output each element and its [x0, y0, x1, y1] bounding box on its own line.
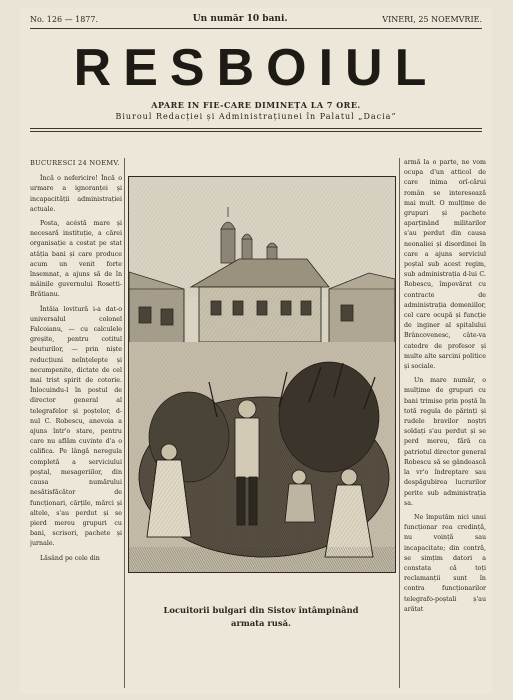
caption-line-1: Locuitorii bulgari din Sistov întâmpinând: [163, 605, 359, 615]
issue-strip: [30, 12, 482, 26]
left-column: [30, 158, 122, 688]
right-paragraph: Ne împutăm nici unui funcționar rea credință, nu voință sau incapacitate; din contră, se simțim datori a constata că toți reclamanții sunt în contra funcționarilor telegrafo-poștali ș'au arătat: [404, 513, 486, 613]
left-paragraph: Posta, acéstă mare și necesară instituție, a cărei organisație a costat pe stat atâția bani și care produce acum un venit forte însemnat, a ajuns să de în mâinile guvernului Rosetti-Brătianu.: [30, 220, 122, 299]
right-paragraph: Un mare număr, o mulțime de grupuri cu bani trimise prin poștă în totă regula de părinți și rudele bravilor noștri soldați s'au perdut și se perd mereu, fără ca patriotul director general Robescu să se gândească la vr'o îndreptare sau despăgubirea lucrurilor perite sub administrația sa.: [404, 377, 486, 507]
left-paragraph: Lăsând pe cele din: [40, 554, 100, 562]
issue-date: VINERI, 25 NOEMVRIE.: [382, 14, 482, 24]
caption-line-2: armata rusă.: [231, 618, 291, 628]
column-divider-left: [124, 158, 125, 688]
dateline: BUCURESCI 24 NOEMV.: [30, 159, 120, 167]
left-paragraph: Încă o nefericire! Încă o urmare a ignoranței și incapacității administrației actuale.: [30, 175, 122, 213]
office-address: Biuroul Redacției și Administrațiunei în Palatul „Dacia”: [115, 112, 397, 121]
engraving-scene: [129, 177, 395, 572]
header-rule-1: [30, 128, 482, 129]
illustration-caption: [128, 604, 394, 630]
header-rule-top: [30, 28, 482, 29]
engraving-illustration: [128, 176, 396, 573]
right-column: [404, 158, 486, 688]
column-divider-right: [399, 158, 400, 688]
newspaper-page: [20, 8, 492, 694]
header-rule-2: [30, 131, 482, 132]
newspaper-title: RESBOIUL: [73, 39, 439, 97]
tagline: APARE IN FIE-CARE DIMINEȚA LA 7 ORE.: [151, 100, 361, 110]
issue-number: No. 126 — 1877.: [30, 14, 99, 24]
left-paragraph: Întâia lovitură i-a dat-o universalul colonel Falcoianu, — cu calculele greșite, pentru cotitul beuturilor, — prin niște reducțiuni neînțelepte și necumpenite, dictate de cel mai trist spirit de cotorie. Înlocuindu-l în postul de director general al telegrafelor și poștelor, d-nul C. Robescu, anevoia a ajuns într'o stare, pentru care nu aflăm cuvinte d'a o califica. Pe lângă neregula completă a serviciului poștal, mesageriilor, din causa numărului nesătisfăcător de funcționari, cărțile, mărci și altele, s'au perdut și se pierd mereu grupuri cu bani, scrisori, pachete și jurnale.: [30, 305, 122, 548]
right-paragraph: armă la o parte, ne vom ocupa d'un atticol de care inima orî-cărui român se interesează mai mult. O mulțime de grupuri și pachete aparținând militarilor s'au perdut din causa neonaliei și disordinei în care a ajuns serviciul poștal sub acest regim, sub administrația d-lui C. Robescu, împovărat cu contracte de administrația domeniilor, cel care ocupă și funcție de inginer al spitalului Brâncovenesc, câte-va catedre de profesor și multe alte sarcini politice și sociale.: [404, 159, 486, 371]
issue-price: Un număr 10 bani.: [192, 14, 288, 24]
